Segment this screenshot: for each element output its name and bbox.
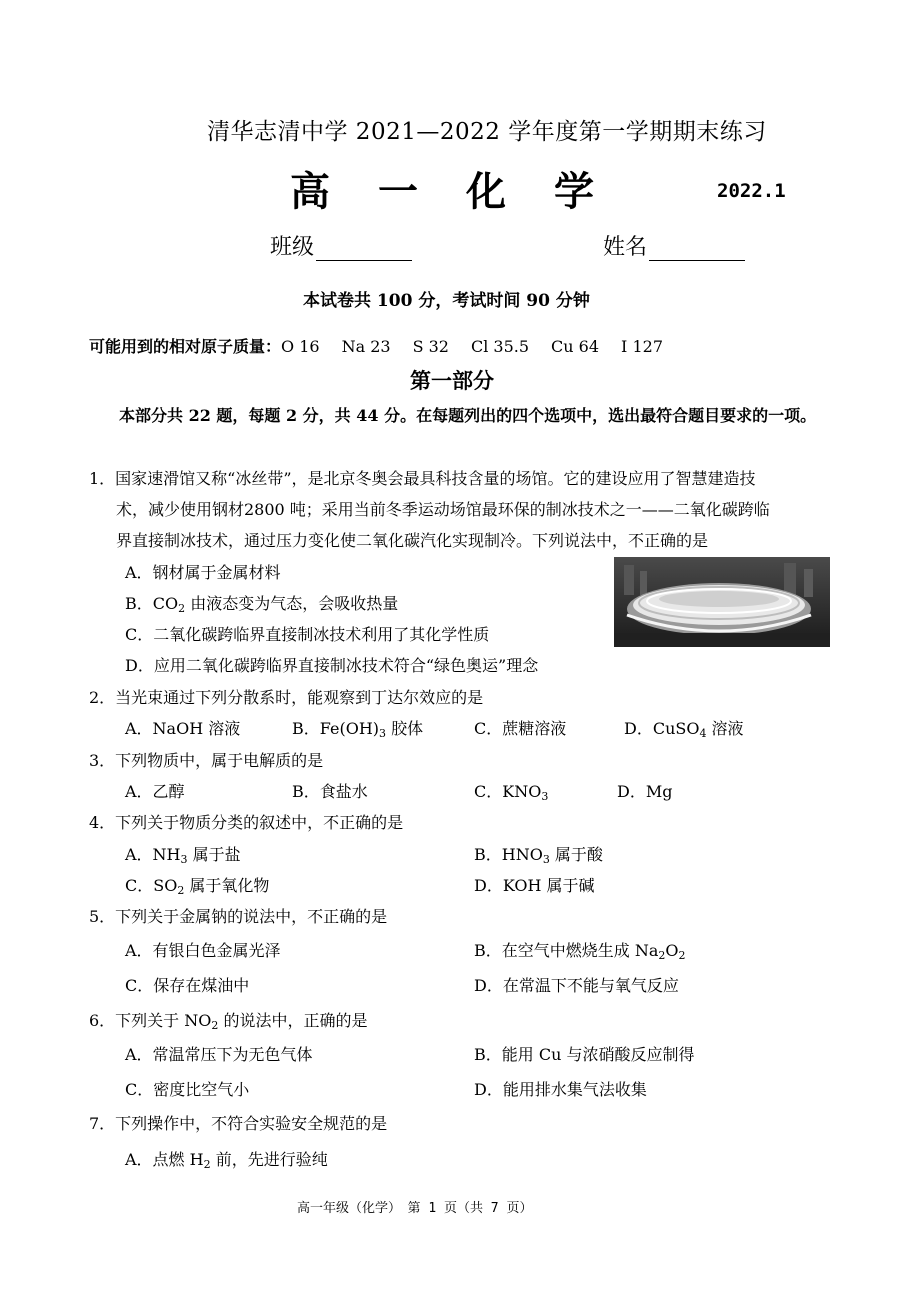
q4-option-d: D．KOH 属于碱 <box>474 876 595 895</box>
q2-option-c: C．蔗糖溶液 <box>474 719 567 738</box>
q6-option-c: C．密度比空气小 <box>125 1080 250 1099</box>
q1-option-b: B．$CO_2$ 由液态变为气态，会吸收热量 <box>125 594 399 615</box>
mass-item: S 32 <box>412 337 449 356</box>
q6-option-b: B．能用 Cu 与浓硝酸反应制得 <box>474 1045 695 1064</box>
mass-item: Cl 35.5 <box>470 337 530 356</box>
mass-item: Na 23 <box>341 337 391 356</box>
q3-option-b: B．食盐水 <box>292 782 368 801</box>
part-one-instruction: 本部分共 22 题，每题 2 分，共 44 分。在每题列出的四个选项中，选出最符合题目要求的一项。 <box>119 406 817 425</box>
q1-option-c: C．二氧化碳跨临界直接制冰技术利用了其化学性质 <box>125 625 490 644</box>
class-field <box>270 230 412 261</box>
class-label: 班级 <box>270 235 315 260</box>
class-blank <box>316 238 412 261</box>
exam-total-info: 本试卷共 100 分，考试时间 90 分钟 <box>303 291 590 311</box>
q3-stem: 3．下列物质中，属于电解质的是 <box>89 751 324 770</box>
q5-option-a: A．有银白色金属光泽 <box>125 941 281 960</box>
mass-item: O 16 <box>281 337 320 356</box>
q1-option-d: D．应用二氧化碳跨临界直接制冰技术符合“绿色奥运”理念 <box>125 656 539 675</box>
q1-option-a: A．钢材属于金属材料 <box>125 563 281 582</box>
speed-skating-oval-photo <box>614 557 830 647</box>
q1-stem-line2: 术，减少使用钢材2800 吨；采用当前冬季运动场馆最环保的制冰技术之一——二氧化碳跨临 <box>116 500 770 519</box>
exam-school-title: 清华志清中学 2021—2022 学年度第一学期期末练习 <box>207 119 767 145</box>
q5-stem: 5．下列关于金属钠的说法中，不正确的是 <box>89 907 388 926</box>
q4-option-a: A．$NH_3$ 属于盐 <box>125 845 241 866</box>
part-one-title: 第一部分 <box>410 368 494 393</box>
name-blank <box>649 238 745 261</box>
q3-option-d: D．Mg <box>617 782 673 801</box>
q4-option-b: B．$HNO_3$ 属于酸 <box>474 845 603 866</box>
page-footer: 高一年级（化学） 第 1 页（共 7 页） <box>297 1201 533 1216</box>
mass-item: I 127 <box>621 337 663 356</box>
q4-stem: 4．下列关于物质分类的叙述中，不正确的是 <box>89 813 404 832</box>
q4-option-c: C．$SO_2$ 属于氧化物 <box>125 876 270 897</box>
q3-option-a: A．乙醇 <box>125 782 185 801</box>
q3-option-c: C．$KNO_3$ <box>474 782 549 803</box>
q5-option-d: D．在常温下不能与氧气反应 <box>474 976 679 995</box>
q2-option-a: A．NaOH 溶液 <box>125 719 241 738</box>
q5-option-c: C．保存在煤油中 <box>125 976 250 995</box>
q6-option-d: D．能用排水集气法收集 <box>474 1080 647 1099</box>
q2-option-d: D．CuSO$_4$ 溶液 <box>624 719 744 740</box>
q5-option-b: B．在空气中燃烧生成 $Na_2O_2$ <box>474 941 686 962</box>
atomic-masses <box>89 334 685 357</box>
name-field <box>603 230 745 261</box>
atomic-masses-label: 可能用到的相对原子质量： <box>89 337 282 356</box>
subject-title: 高一化学 <box>290 168 642 215</box>
q1-stem-line1: 1．国家速滑馆又称“冰丝带”，是北京冬奥会最具科技含量的场馆。它的建设应用了智慧建造技 <box>89 469 756 488</box>
q2-stem: 2．当光束通过下列分散系时，能观察到丁达尔效应的是 <box>89 688 484 707</box>
q1-stem-line3: 界直接制冰技术，通过压力变化使二氧化碳汽化实现制冷。下列说法中，不正确的是 <box>116 531 709 550</box>
q6-stem: 6．下列关于 $NO_2$ 的说法中，正确的是 <box>89 1011 368 1032</box>
q7-option-a: A．点燃 $H_2$ 前，先进行验纯 <box>125 1150 328 1171</box>
q2-option-b: B．$Fe(OH)_3$ 胶体 <box>292 719 424 740</box>
name-label: 姓名 <box>603 235 648 260</box>
q7-stem: 7．下列操作中，不符合实验安全规范的是 <box>89 1114 388 1133</box>
mass-item: Cu 64 <box>551 337 600 356</box>
exam-date: 2022.1 <box>717 180 786 202</box>
q6-option-a: A．常温常压下为无色气体 <box>125 1045 313 1064</box>
